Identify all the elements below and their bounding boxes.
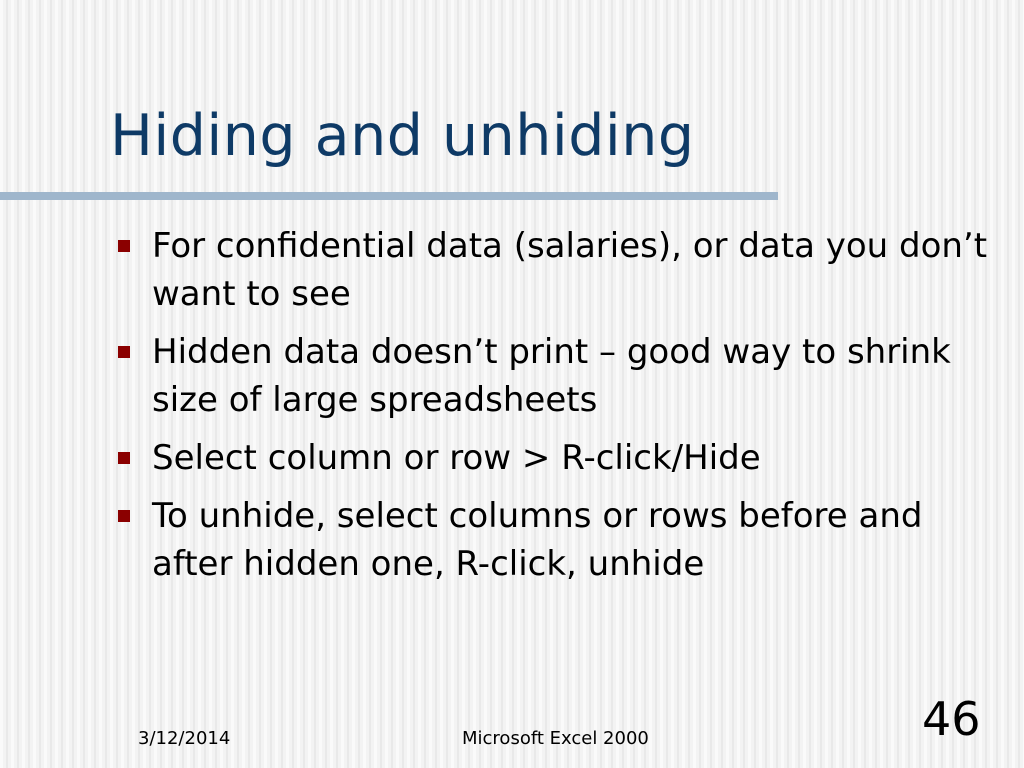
bullet-item: [110, 222, 990, 318]
bullet-item: [110, 434, 990, 482]
bullet-text: Select column or row > R-click/Hide: [152, 438, 761, 478]
footer-date: 3/12/2014: [138, 728, 231, 749]
square-bullet-icon: [118, 240, 130, 252]
square-bullet-icon: [118, 452, 130, 464]
slide-number: 46: [922, 692, 981, 746]
bullet-text: For confidential data (salaries), or data you don’t want to see: [152, 226, 988, 314]
square-bullet-icon: [118, 510, 130, 522]
footer-presentation-title: Microsoft Excel 2000: [462, 728, 649, 749]
title-divider: [0, 192, 778, 200]
bullet-text: Hidden data doesn’t print – good way to shrink size of large spreadsheets: [152, 332, 951, 420]
bullet-item: [110, 328, 990, 424]
slide-title: Hiding and unhiding: [110, 103, 695, 169]
bullet-item: [110, 492, 990, 588]
bullet-list: [110, 222, 990, 598]
bullet-text: To unhide, select columns or rows before and after hidden one, R-click, unhide: [152, 496, 923, 584]
square-bullet-icon: [118, 346, 130, 358]
